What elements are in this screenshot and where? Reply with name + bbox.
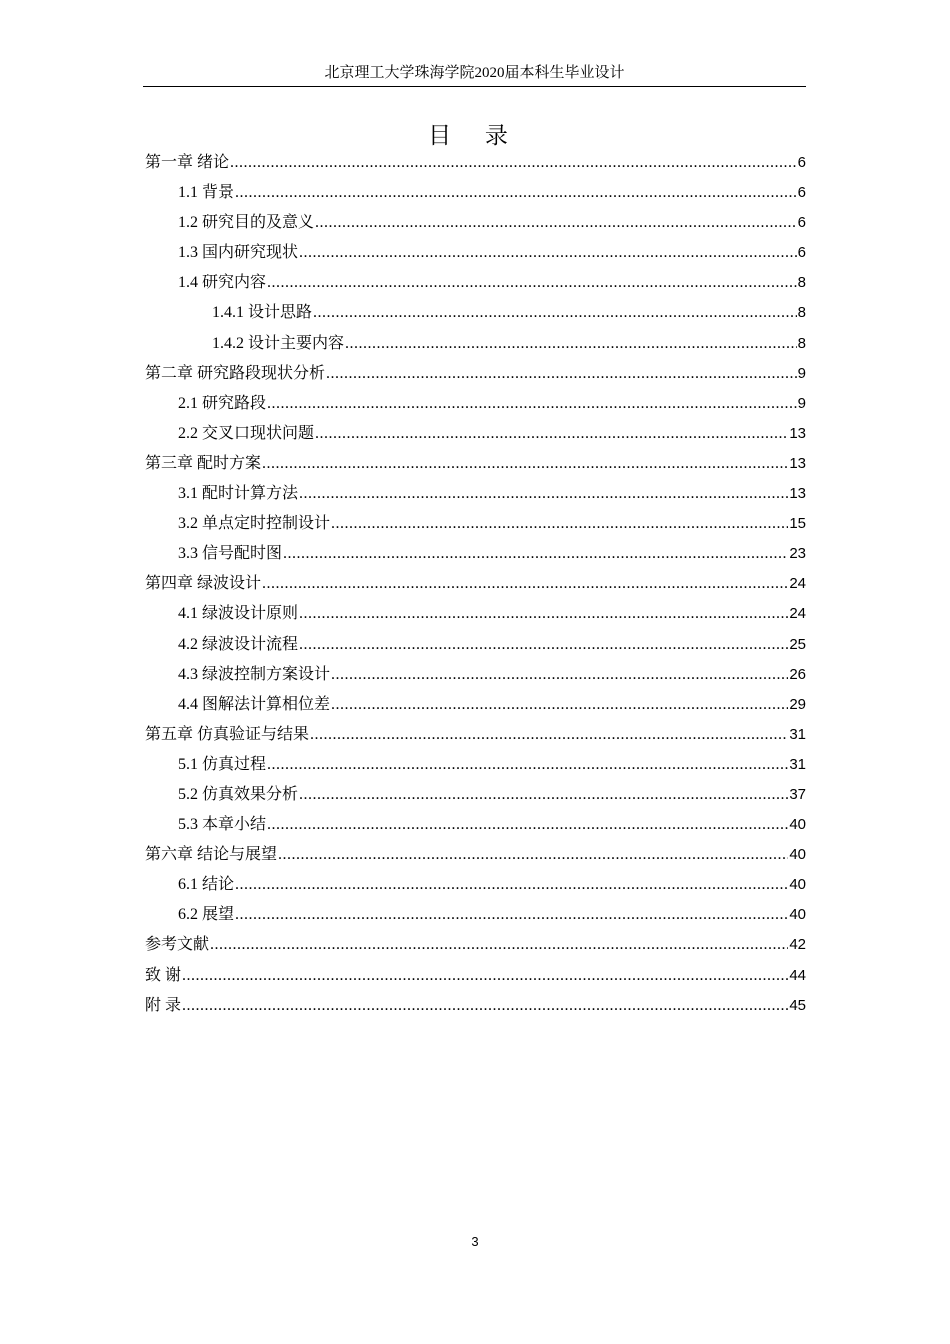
toc-entry[interactable] [145,329,806,359]
toc-dot-leader [331,660,788,690]
toc-entry-page: 6 [797,244,806,262]
toc-entry[interactable] [145,569,806,599]
toc-entry-page: 8 [797,304,806,322]
toc-entry-label: 4.3 绿波控制方案设计 [178,665,331,683]
toc-entry[interactable] [145,840,806,870]
toc-entry[interactable] [145,900,806,930]
toc-entry-label: 5.3 本章小结 [178,816,267,834]
toc-dot-leader [299,780,788,810]
toc-dot-leader [331,690,788,720]
toc-entry[interactable] [145,991,806,1021]
toc-entry-page: 6 [797,184,806,202]
toc-entry-label: 2.1 研究路段 [178,394,267,412]
toc-entry-page: 40 [789,906,806,924]
toc-dot-leader [267,389,797,419]
toc-entry-page: 42 [789,936,806,954]
toc-entry[interactable] [145,389,806,419]
toc-entry-page: 37 [789,785,806,803]
toc-entry[interactable] [145,599,806,629]
toc-entry-label: 1.3 国内研究现状 [178,244,299,262]
toc-entry-page: 25 [789,635,806,653]
toc-dot-leader [326,359,797,389]
toc-dot-leader [267,750,788,780]
toc-entry-page: 23 [789,545,806,563]
toc-entry-page: 40 [789,876,806,894]
toc-dot-leader [299,599,788,629]
toc-entry[interactable] [145,238,806,268]
toc-entry[interactable] [145,961,806,991]
toc-entry-page: 40 [789,846,806,864]
toc-entry[interactable] [145,870,806,900]
toc-entry[interactable] [145,298,806,328]
toc-entry[interactable] [145,449,806,479]
toc-entry-page: 9 [797,394,806,412]
toc-entry-label: 1.1 背景 [178,184,235,202]
toc-entry-label: 5.1 仿真过程 [178,755,267,773]
toc-entry-page: 13 [789,485,806,503]
page-header [143,62,806,87]
toc-dot-leader [345,329,797,359]
toc-entry-label: 第二章 研究路段现状分析 [145,364,326,382]
toc-entry-label: 3.3 信号配时图 [178,545,283,563]
toc-entry-label: 第六章 结论与展望 [145,846,278,864]
toc-entry-label: 1.4 研究内容 [178,274,267,292]
toc-entry-label: 第一章 绪论 [145,154,230,171]
toc-entry[interactable] [145,509,806,539]
toc-entry-label: 2.2 交叉口现状问题 [178,424,315,442]
toc-entry[interactable] [145,810,806,840]
toc-entry-page: 8 [797,334,806,352]
toc-entry[interactable] [145,178,806,208]
toc-entry-label: 参考文献 [145,936,210,954]
toc-dot-leader [267,268,797,298]
toc-entry-page: 13 [789,424,806,442]
toc-entry-label: 附 录 [145,996,182,1014]
toc-title: 目 录 [428,123,522,148]
toc-dot-leader [310,720,788,750]
toc-dot-leader [315,419,788,449]
toc-entry-label: 1.4.2 设计主要内容 [212,334,345,352]
toc-entry-page: 15 [789,515,806,533]
toc-dot-leader [182,961,788,991]
toc-entry-page: 29 [789,695,806,713]
toc-entry-label: 5.2 仿真效果分析 [178,785,299,803]
toc-dot-leader [262,569,788,599]
toc-entry-label: 4.2 绿波设计流程 [178,635,299,653]
toc-entry[interactable] [145,720,806,750]
toc-entry-label: 6.1 结论 [178,876,235,894]
toc-entry-label: 4.1 绿波设计原则 [178,605,299,623]
toc-entry-page: 31 [789,755,806,773]
toc-entry-page: 24 [789,575,806,593]
toc-entry-page: 44 [789,966,806,984]
toc-entry-label: 1.2 研究目的及意义 [178,214,315,232]
toc-entry[interactable] [145,359,806,389]
toc-dot-leader [262,449,788,479]
toc-dot-leader [299,238,797,268]
toc-entry-label: 6.2 展望 [178,906,235,924]
toc-entry-page: 31 [789,725,806,743]
toc-entry[interactable] [145,660,806,690]
toc-dot-leader [299,630,788,660]
toc-entry[interactable] [145,630,806,660]
toc-dot-leader [230,148,797,178]
toc-entry[interactable] [145,148,806,178]
toc-entry[interactable] [145,419,806,449]
toc-entry[interactable] [145,780,806,810]
toc-entry-label: 3.2 单点定时控制设计 [178,515,331,533]
toc-dot-leader [313,298,797,328]
toc-entry-page: 24 [789,605,806,623]
toc-entry[interactable] [145,208,806,238]
toc-entry-label: 第三章 配时方案 [145,454,262,472]
page-number: 3 [471,1234,479,1249]
toc-entry-page: 40 [789,816,806,834]
toc-dot-leader [278,840,788,870]
toc-dot-leader [235,870,788,900]
toc-entry-label: 致 谢 [145,966,182,984]
toc-dot-leader [315,208,797,238]
table-of-contents [145,148,806,1021]
toc-entry-page: 6 [797,214,806,232]
toc-dot-leader [182,991,788,1021]
toc-entry-page: 9 [797,364,806,382]
toc-entry[interactable] [145,268,806,298]
toc-entry-page: 45 [789,996,806,1014]
toc-dot-leader [235,178,797,208]
toc-dot-leader [235,900,788,930]
toc-entry-page: 8 [797,274,806,292]
toc-entry-page: 26 [789,665,806,683]
toc-dot-leader [210,930,788,960]
toc-dot-leader [283,539,788,569]
toc-dot-leader [299,479,788,509]
toc-entry-label: 1.4.1 设计思路 [212,304,313,322]
toc-entry-page: 6 [797,154,806,171]
toc-dot-leader [331,509,788,539]
toc-entry-label: 4.4 图解法计算相位差 [178,695,331,713]
toc-entry-label: 3.1 配时计算方法 [178,485,299,503]
toc-entry-label: 第五章 仿真验证与结果 [145,725,310,743]
toc-entry[interactable] [145,750,806,780]
toc-entry[interactable] [145,479,806,509]
toc-entry-page: 13 [789,454,806,472]
toc-entry[interactable] [145,930,806,960]
toc-dot-leader [267,810,788,840]
toc-entry[interactable] [145,690,806,720]
header-title: 北京理工大学珠海学院2020届本科生毕业设计 [324,65,625,81]
toc-entry[interactable] [145,539,806,569]
toc-entry-label: 第四章 绿波设计 [145,575,262,593]
